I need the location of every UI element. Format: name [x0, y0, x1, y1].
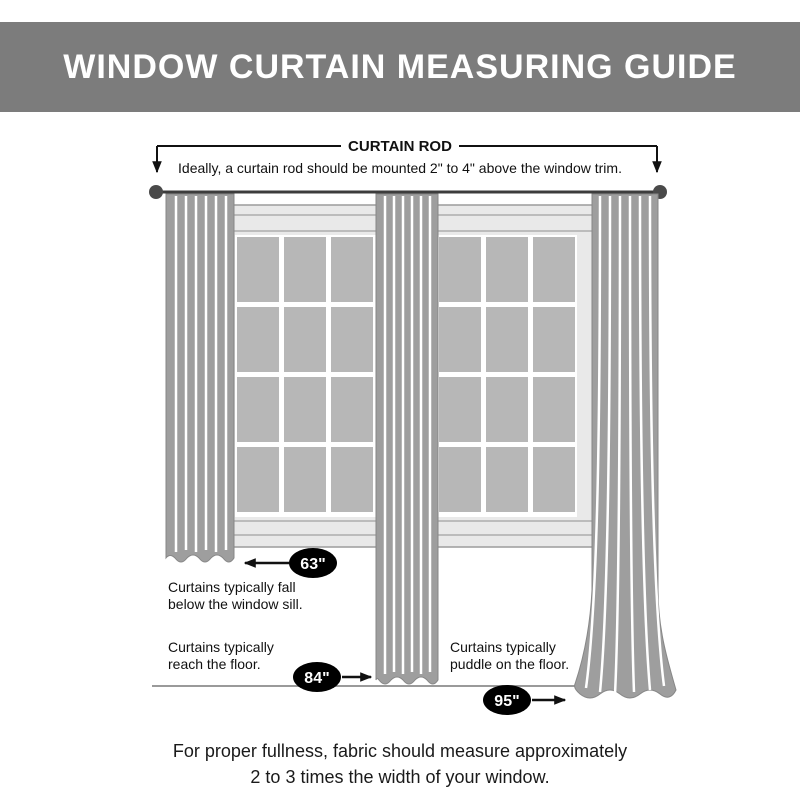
curtain-left-63	[166, 194, 234, 562]
page-title: WINDOW CURTAIN MEASURING GUIDE	[63, 47, 737, 86]
window-pane	[237, 377, 279, 442]
window-pane	[331, 377, 373, 442]
window-pane	[331, 447, 373, 512]
measure-95-value: 95"	[494, 693, 520, 710]
window-pane	[439, 447, 481, 512]
window-pane	[533, 377, 575, 442]
window-pane	[439, 307, 481, 372]
measure-63	[168, 548, 337, 612]
window-pane	[439, 377, 481, 442]
rod-finial-left	[149, 185, 163, 199]
window-pane	[533, 307, 575, 372]
measure-84	[168, 639, 371, 692]
measure-63-caption-1: Curtains typically fall	[168, 579, 296, 595]
measure-95-caption-1: Curtains typically	[450, 639, 556, 655]
rod-label: CURTAIN ROD	[348, 138, 452, 155]
measure-95-caption-2: puddle on the floor.	[450, 656, 570, 672]
window-pane	[486, 237, 528, 302]
window-pane	[237, 447, 279, 512]
rod-note: Ideally, a curtain rod should be mounted 2" to 4" above the window trim.	[178, 160, 622, 176]
window-pane	[237, 237, 279, 302]
window-pane	[533, 447, 575, 512]
window-pane	[533, 237, 575, 302]
curtain-middle-84	[376, 194, 438, 684]
window-pane	[486, 307, 528, 372]
fullness-note-line-1: For proper fullness, fabric should measure approximately	[172, 741, 628, 761]
fullness-note	[0, 730, 800, 790]
title-banner	[0, 22, 800, 112]
window-pane	[284, 237, 326, 302]
window-pane	[237, 307, 279, 372]
window-pane	[486, 377, 528, 442]
measure-63-caption-2: below the window sill.	[168, 596, 303, 612]
window-pane	[284, 307, 326, 372]
measuring-diagram	[0, 130, 800, 730]
measure-95	[450, 639, 569, 715]
window-pane	[284, 447, 326, 512]
window-pane	[331, 307, 373, 372]
window-pane	[331, 237, 373, 302]
window-pane	[439, 237, 481, 302]
window-pane	[486, 447, 528, 512]
measure-84-value: 84"	[304, 670, 330, 687]
measure-63-value: 63"	[300, 556, 326, 573]
fullness-note-line-2: 2 to 3 times the width of your window.	[250, 767, 550, 788]
measure-84-caption-1: Curtains typically	[168, 639, 274, 655]
window-pane	[284, 377, 326, 442]
measure-84-caption-2: reach the floor.	[168, 656, 261, 672]
